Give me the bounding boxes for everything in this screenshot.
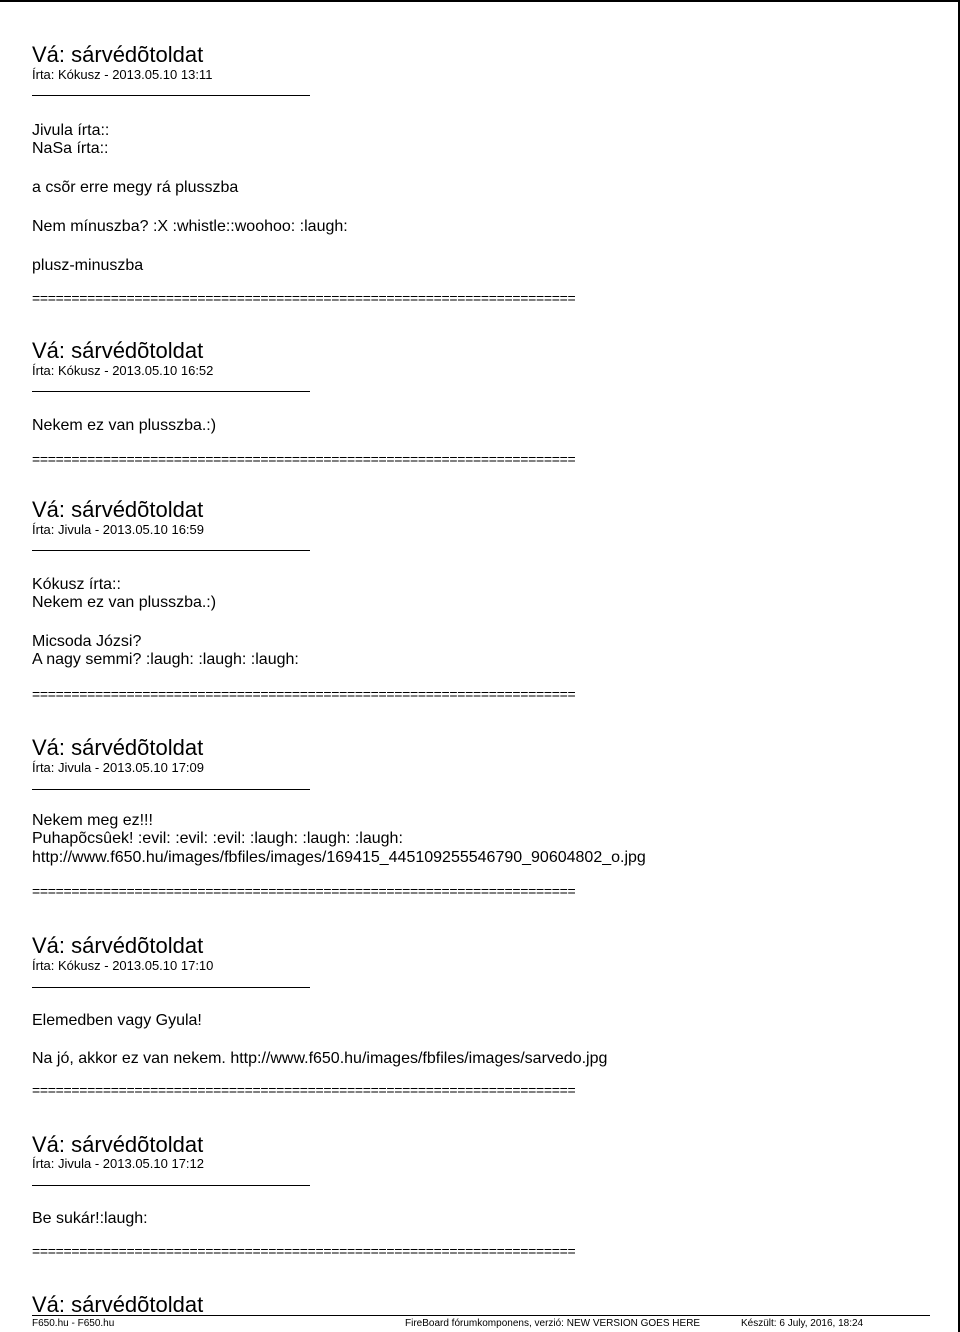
post-separator: ===================================================================== bbox=[32, 1082, 576, 1098]
post-separator: ===================================================================== bbox=[32, 883, 576, 899]
post-rule bbox=[32, 95, 310, 96]
quote-author: Kókusz írta:: bbox=[32, 576, 121, 593]
post-text: Micsoda Józsi? bbox=[32, 633, 142, 650]
post-link[interactable]: http://www.f650.hu/images/fbfiles/images/169415_445109255546790_90604802_o.jpg bbox=[32, 849, 646, 866]
post-rule bbox=[32, 987, 310, 988]
post-separator: ===================================================================== bbox=[32, 451, 576, 467]
post-title: Vá: sárvédõtoldat bbox=[32, 338, 204, 363]
post-meta: Írta: Jivula - 2013.05.10 17:09 bbox=[32, 760, 205, 775]
post-text: A nagy semmi? :laugh: :laugh: :laugh: bbox=[32, 651, 299, 668]
post-meta: Írta: Kókusz - 2013.05.10 16:52 bbox=[32, 363, 214, 378]
post-text: Nekem meg ez!!! bbox=[32, 812, 153, 829]
post-rule bbox=[32, 1185, 310, 1186]
post-separator: ===================================================================== bbox=[32, 1243, 576, 1259]
quote-author: Jivula írta:: bbox=[32, 122, 110, 139]
post-title: Vá: sárvédõtoldat bbox=[32, 933, 204, 958]
quote-author: NaSa írta:: bbox=[32, 140, 109, 157]
post-separator: ===================================================================== bbox=[32, 686, 576, 702]
post-title: Vá: sárvédõtoldat bbox=[32, 497, 204, 522]
post-meta: Írta: Jivula - 2013.05.10 16:59 bbox=[32, 522, 205, 537]
post-text: Nekem ez van plusszba.:) bbox=[32, 417, 217, 434]
post-title: Vá: sárvédõtoldat bbox=[32, 1292, 204, 1317]
quote-text: Nekem ez van plusszba.:) bbox=[32, 594, 217, 611]
post-text: Elemedben vagy Gyula! bbox=[32, 1012, 202, 1029]
post-rule bbox=[32, 550, 310, 551]
post-title: Vá: sárvédõtoldat bbox=[32, 42, 204, 67]
post-separator: ===================================================================== bbox=[32, 290, 576, 306]
footer-rule bbox=[32, 1315, 930, 1316]
post-title: Vá: sárvédõtoldat bbox=[32, 1132, 204, 1157]
post-rule bbox=[32, 789, 310, 790]
post-meta: Írta: Kókusz - 2013.05.10 17:10 bbox=[32, 958, 214, 973]
page-top-border bbox=[0, 0, 960, 2]
post-text: Nem mínuszba? :X :whistle::woohoo: :laugh: bbox=[32, 218, 348, 235]
post-text: a csõr erre megy rá plusszba bbox=[32, 179, 239, 196]
post-meta: Írta: Kókusz - 2013.05.10 13:11 bbox=[32, 67, 213, 82]
footer-date: Készült: 6 July, 2016, 18:24 bbox=[741, 1318, 864, 1329]
post-title: Vá: sárvédõtoldat bbox=[32, 735, 204, 760]
post-text: plusz-minuszba bbox=[32, 257, 144, 274]
post-text: Puhapõcsûek! :evil: :evil: :evil: :laugh: :laugh: :laugh: bbox=[32, 830, 403, 847]
footer-credits: FireBoard fórumkomponens, verzió: NEW VERSION GOES HERE bbox=[405, 1318, 701, 1329]
post-rule bbox=[32, 391, 310, 392]
footer-site: F650.hu - F650.hu bbox=[32, 1318, 115, 1329]
post-text: Be sukár!:laugh: bbox=[32, 1210, 148, 1227]
post-meta: Írta: Jivula - 2013.05.10 17:12 bbox=[32, 1156, 205, 1171]
post-text: Na jó, akkor ez van nekem. http://www.f650.hu/images/fbfiles/images/sarvedo.jpg bbox=[32, 1050, 608, 1067]
